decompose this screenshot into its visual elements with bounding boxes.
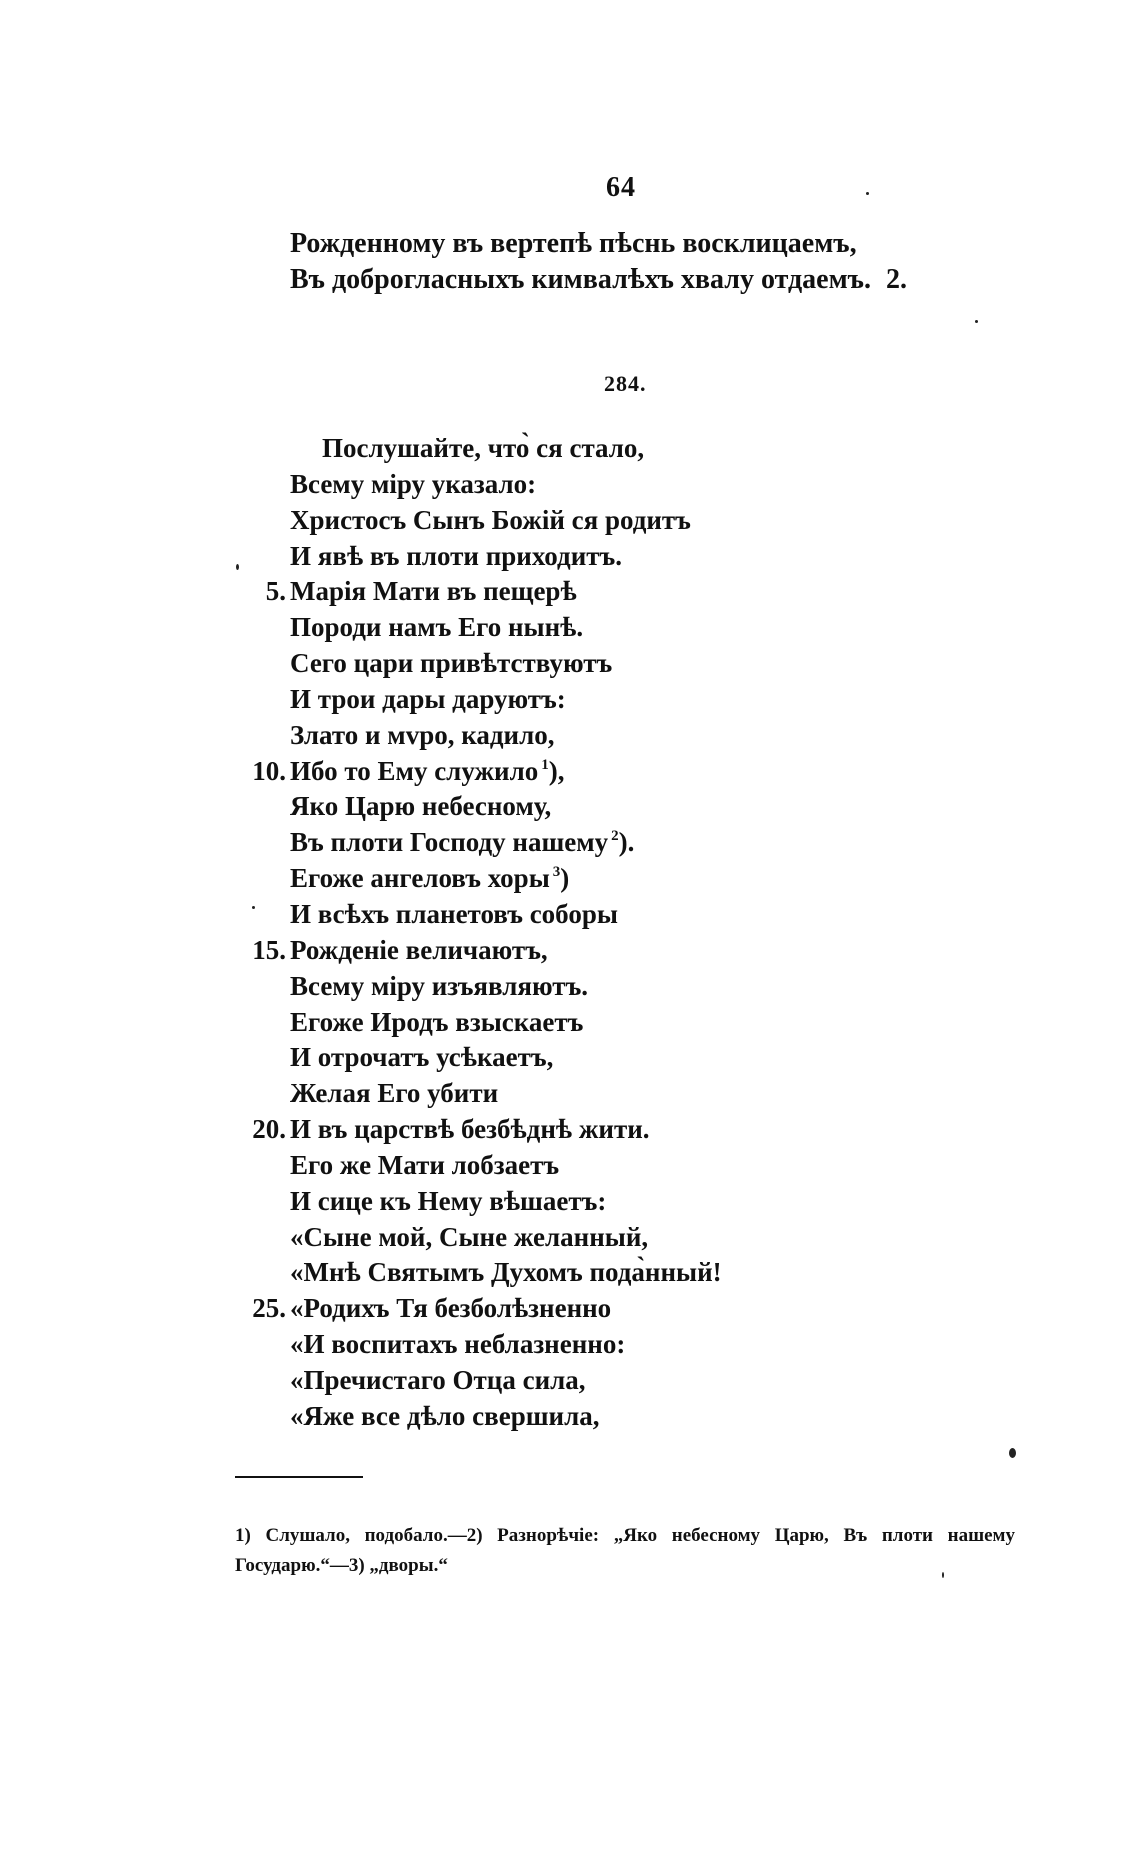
scan-speck xyxy=(866,192,869,195)
page-number: 64 xyxy=(606,172,636,203)
hymn-number: 284. xyxy=(604,371,647,396)
verse-line xyxy=(0,1293,1140,1329)
stanza-number: 2. xyxy=(886,264,907,295)
verse-line xyxy=(0,612,1140,648)
verse-text-wrapper xyxy=(290,827,634,858)
verse-text-wrapper xyxy=(290,863,569,894)
verse-text: Марія Мати въ пещерѣ xyxy=(290,576,577,607)
hymn-verses xyxy=(0,433,1140,1437)
verse-text: Послушайте, что̀ ся стало, xyxy=(322,433,645,463)
scan-speck xyxy=(975,320,978,323)
verse-text: Рожденіе величаютъ, xyxy=(290,934,548,965)
verse-text-wrapper xyxy=(290,1365,586,1396)
verse-text-wrapper xyxy=(290,1222,648,1253)
verse-text-wrapper xyxy=(290,648,612,679)
verse-line xyxy=(0,899,1140,935)
footnote-marker: 2 xyxy=(611,828,619,845)
verse-text-wrapper xyxy=(290,1150,559,1181)
line-number: 25. xyxy=(252,1293,286,1324)
verse-line xyxy=(0,576,1140,612)
verse-text-wrapper xyxy=(290,1329,625,1360)
footnote-marker: 1 xyxy=(541,756,549,773)
verse-text: И въ царствѣ безбѣднѣ жити. xyxy=(290,1114,650,1145)
verse-line xyxy=(0,971,1140,1007)
verse-text: Желая Его убити xyxy=(290,1078,499,1109)
verse-line xyxy=(0,1257,1140,1293)
verse-text-wrapper xyxy=(290,1114,650,1145)
verse-text-wrapper xyxy=(290,505,691,536)
verse-text-wrapper xyxy=(290,935,548,966)
verse-text: «Яже все дѣло свершила, xyxy=(290,1400,600,1431)
verse-line xyxy=(0,469,1140,505)
verse-text: Яко Царю небесному, xyxy=(290,791,552,822)
verse-text: Злато и мvро, кадило, xyxy=(290,719,555,750)
verse-text-wrapper xyxy=(290,541,622,572)
verse-text: «Родихъ Тя безболѣзненно xyxy=(290,1293,612,1324)
verse-line xyxy=(0,1042,1140,1078)
verse-line xyxy=(0,827,1140,863)
verse-line xyxy=(0,1150,1140,1186)
verse-line xyxy=(290,264,930,300)
verse-text: Егоже ангеловъ хоры xyxy=(290,863,550,894)
verse-text: Сего цари привѣтствуютъ xyxy=(290,648,613,679)
verse-text-wrapper xyxy=(290,756,565,787)
verse-line xyxy=(290,228,930,264)
verse-text: Рожденному въ вертепѣ пѣснь восклицаемъ, xyxy=(290,228,857,259)
verse-line xyxy=(0,541,1140,577)
verse-line xyxy=(0,684,1140,720)
verse-text: И всѣхъ планетовъ соборы xyxy=(290,898,618,929)
verse-text-wrapper xyxy=(290,576,577,607)
verse-line xyxy=(0,863,1140,899)
verse-text: Ибо то Ему служило xyxy=(290,755,539,786)
verse-line xyxy=(0,756,1140,792)
verse-text-wrapper xyxy=(290,1257,722,1288)
line-number: 20. xyxy=(252,1114,286,1145)
verse-line xyxy=(0,1365,1140,1401)
verse-text: Христосъ Сынъ Божій ся родитъ xyxy=(290,504,691,535)
scan-speck xyxy=(1009,1448,1016,1458)
verse-text: «И воспитахъ неблазненно: xyxy=(290,1329,626,1360)
verse-text: Въ плоти Господу нашему xyxy=(290,827,609,858)
verse-text: «Сыне мой, Сыне желанный, xyxy=(290,1221,649,1252)
verse-text-wrapper xyxy=(322,433,644,464)
verse-text: И явѣ въ плоти приходитъ. xyxy=(290,540,623,571)
verse-text: Всему міру изъявляютъ. xyxy=(290,970,589,1001)
verse-line xyxy=(0,791,1140,827)
verse-text-wrapper xyxy=(290,1042,553,1073)
verse-line xyxy=(0,720,1140,756)
verse-text: И отрочатъ усѣкаетъ, xyxy=(290,1042,554,1073)
verse-text: Его же Мати лобзаетъ xyxy=(290,1149,560,1180)
verse-text: Всему міру указало: xyxy=(290,468,537,499)
verse-line xyxy=(0,433,1140,469)
verse-text-wrapper xyxy=(290,684,566,715)
verse-text: Въ доброгласныхъ кимвалѣхъ хвалу отдаемъ. xyxy=(290,264,871,295)
verse-punctuation: ) xyxy=(560,863,570,894)
verse-punctuation: ). xyxy=(618,827,635,858)
verse-line xyxy=(0,1007,1140,1043)
verse-text-wrapper xyxy=(290,1293,611,1324)
verse-line xyxy=(0,1401,1140,1437)
scan-speck xyxy=(236,564,239,570)
verse-line xyxy=(0,1329,1140,1365)
line-number: 10. xyxy=(252,755,286,786)
verse-text-wrapper xyxy=(290,1186,606,1217)
verse-text-wrapper xyxy=(290,612,583,643)
previous-hymn-ending xyxy=(290,228,930,300)
verse-line xyxy=(0,1222,1140,1258)
verse-line xyxy=(0,935,1140,971)
verse-text-wrapper xyxy=(290,720,554,751)
scan-speck xyxy=(942,1572,944,1578)
footnote-marker: 3 xyxy=(552,864,561,881)
verse-punctuation: ), xyxy=(548,755,565,786)
verse-line xyxy=(0,648,1140,684)
verse-text: Егоже Иродъ взыскаетъ xyxy=(290,1006,584,1037)
verse-text-wrapper xyxy=(290,971,588,1002)
verse-text-wrapper xyxy=(290,899,618,930)
verse-text-wrapper xyxy=(290,1401,600,1432)
footnotes: 1) Слушало, подобало.—2) Разнорѣчіе: „Яко небесному Царю, Въ плоти нашему Государю.“—3) „дворы.“ xyxy=(235,1525,1015,1576)
line-number: 15. xyxy=(252,934,286,965)
line-number: 5. xyxy=(265,576,286,607)
footnote-divider xyxy=(235,1476,363,1478)
verse-text-wrapper xyxy=(290,791,551,822)
verse-line xyxy=(0,1186,1140,1222)
scan-speck xyxy=(252,906,255,909)
verse-text-wrapper xyxy=(290,1078,498,1109)
verse-text: И трои дары даруютъ: xyxy=(290,683,566,714)
verse-text: «Пречистаго Отца сила, xyxy=(290,1364,586,1395)
verse-text-wrapper xyxy=(290,469,536,500)
verse-line xyxy=(0,505,1140,541)
verse-text-wrapper xyxy=(290,1007,583,1038)
verse-line xyxy=(0,1078,1140,1114)
verse-text: И сице къ Нему вѣшаетъ: xyxy=(290,1185,607,1216)
verse-text: «Мнѣ Святымъ Духомъ пода̀нный! xyxy=(290,1257,722,1288)
verse-text: Породи намъ Его нынѣ. xyxy=(290,612,584,643)
verse-line xyxy=(0,1114,1140,1150)
